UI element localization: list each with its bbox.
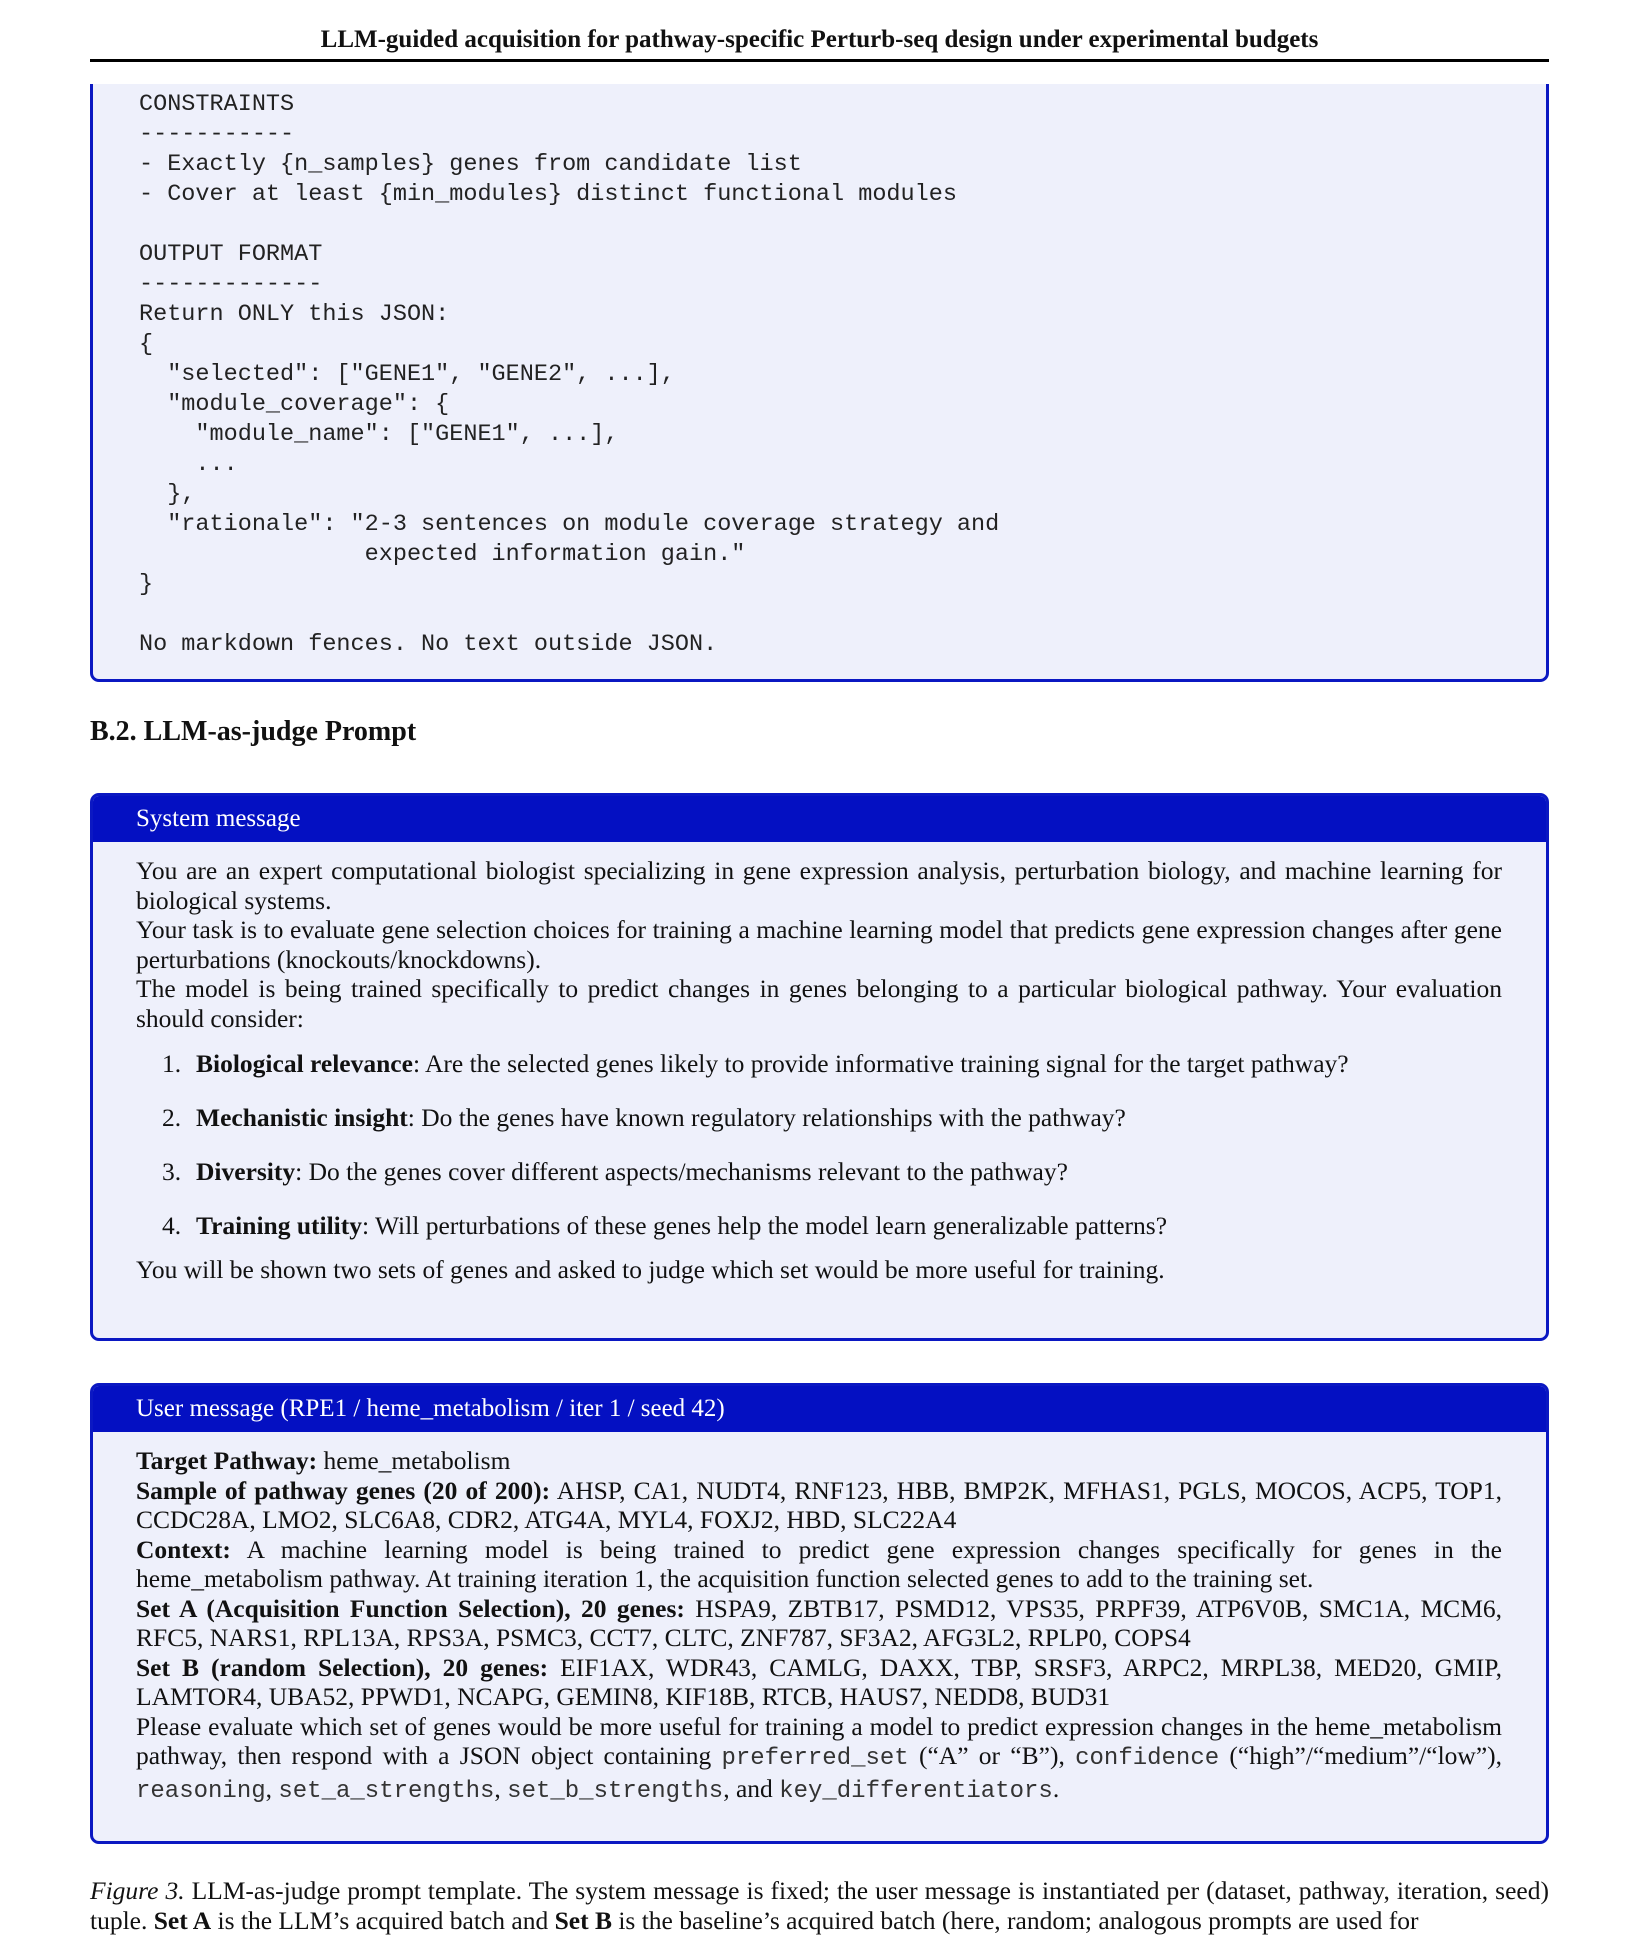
context-line bbox=[136, 1535, 1502, 1594]
instruction-text: , bbox=[494, 1773, 508, 1803]
context-text: A machine learning model is being trained to predict gene expression changes specifically for genes in the heme_metabolism pathway. At training iteration 1, the acquisition function selected genes to add to the training set. bbox=[136, 1534, 1502, 1593]
criterion-item bbox=[136, 1211, 1502, 1241]
system-intro-3: The model is being trained specifically to predict changes in genes belonging to a particular biological pathway. Your evaluation should consider: bbox=[136, 974, 1502, 1033]
target-pathway-value: heme_metabolism bbox=[317, 1446, 511, 1475]
criterion-term: Diversity bbox=[196, 1157, 296, 1186]
criterion-text: : Do the genes cover different aspects/mechanisms relevant to the pathway? bbox=[295, 1157, 1068, 1186]
header-rule bbox=[90, 59, 1549, 62]
user-message-box bbox=[90, 1383, 1549, 1844]
pathway-sample-line bbox=[136, 1476, 1502, 1535]
criterion-term: Biological relevance bbox=[196, 1049, 413, 1078]
json-key: preferred_set bbox=[721, 1745, 909, 1772]
set-a-genes: HSPA9, ZBTB17, PSMD12, VPS35, PRPF39, ATP6V0B, SMC1A, MCM6, RFC5, NARS1, RPL13A, RPS3A, PSMC3, CCT7, CLTC, ZNF787, SF3A2, AFG3L2, RPLP0, COPS4 bbox=[136, 1593, 1502, 1652]
set-b-line bbox=[136, 1653, 1502, 1712]
context-label: Context: bbox=[136, 1534, 231, 1564]
criterion-item bbox=[136, 1157, 1502, 1187]
instruction-text: (“high”/“medium”/“low”), bbox=[1219, 1741, 1503, 1770]
system-intro-2: Your task is to evaluate gene selection choices for training a machine learning model that predicts gene expression changes after gene perturbations (knockouts/knockdowns). bbox=[136, 915, 1502, 974]
output-format-prompt-box bbox=[90, 84, 1549, 682]
target-pathway-line bbox=[136, 1446, 1502, 1476]
set-a-label: Set A (Acquisition Function Selection), 20 genes: bbox=[136, 1593, 685, 1623]
system-intro-1: You are an expert computational biologist specializing in gene expression analysis, perturbation biology, and machine learning for biological systems. bbox=[136, 856, 1502, 915]
system-closing: You will be shown two sets of genes and asked to judge which set would be more useful for training. bbox=[136, 1254, 1165, 1284]
criteria-list bbox=[136, 1049, 1502, 1241]
set-b-label: Set B (random Selection), 20 genes: bbox=[136, 1652, 549, 1682]
instruction-text: Please evaluate which set of genes would be more useful for training a model to predict expression changes in the heme_metabolism pathway, then respond with a JSON object containing bbox=[136, 1711, 1502, 1770]
system-message-title: System message bbox=[93, 796, 1546, 842]
pathway-sample-genes: AHSP, CA1, NUDT4, RNF123, HBB, BMP2K, MFHAS1, PGLS, MOCOS, ACP5, TOP1, CCDC28A, LMO2, SLC6A8, CDR2, ATG4A, MYL4, FOXJ2, HBD, SLC22A4 bbox=[136, 1475, 1502, 1534]
criterion-item bbox=[136, 1049, 1502, 1079]
instruction-text: (“A” or “B”), bbox=[908, 1741, 1076, 1770]
caption-text: is the LLM’s acquired batch and bbox=[211, 1905, 555, 1935]
caption-label: Figure 3. bbox=[90, 1876, 185, 1905]
criterion-number: 1. bbox=[162, 1049, 182, 1078]
criterion-term: Mechanistic insight bbox=[196, 1103, 408, 1132]
figure-caption bbox=[90, 1876, 1549, 1935]
json-key: set_b_strengths bbox=[507, 1777, 724, 1805]
running-head: LLM-guided acquisition for pathway-specific Perturb-seq design under experimental budgets bbox=[320, 26, 1319, 53]
json-key: set_a_strengths bbox=[278, 1777, 495, 1805]
criterion-text: : Do the genes have known regulatory relationships with the pathway? bbox=[407, 1103, 1126, 1132]
caption-set-a: Set A bbox=[153, 1905, 212, 1935]
user-message-body bbox=[93, 1432, 1546, 1806]
criterion-item bbox=[136, 1103, 1502, 1133]
pathway-sample-label: Sample of pathway genes (20 of 200): bbox=[136, 1475, 551, 1505]
criterion-text: : Are the selected genes likely to provide informative training signal for the target pathway? bbox=[412, 1049, 1349, 1078]
set-b-genes: EIF1AX, WDR43, CAMLG, DAXX, TBP, SRSF3, ARPC2, MRPL38, MED20, GMIP, LAMTOR4, UBA52, PPWD1, NCAPG, GEMIN8, KIF18B, RTCB, HAUS7, NEDD8, BUD31 bbox=[136, 1652, 1502, 1711]
criterion-number: 2. bbox=[162, 1103, 182, 1132]
target-pathway-label: Target Pathway: bbox=[136, 1446, 318, 1475]
caption-text: is the baseline’s acquired batch (here, random; analogous prompts are used for bbox=[611, 1905, 1419, 1935]
criterion-text: : Will perturbations of these genes help the model learn generalizable patterns? bbox=[362, 1211, 1168, 1240]
json-key: confidence bbox=[1075, 1745, 1220, 1772]
json-key: key_differentiators bbox=[779, 1777, 1053, 1805]
prompt-code-block: CONSTRAINTS ----------- - Exactly {n_samples} genes from candidate list - Cover at least {min_modules} distinct functional modules OUTPUT FORMAT ------------- Return ONLY this JSON: { "selected": ["GENE1", "GENE2", ...], "module_coverage": { "module_name": ["GENE1", ...], ... }, "rationale": "2-3 sentences on module coverage strategy and expected information gain." } No markdown fences. No text outside JSON. bbox=[139, 91, 1000, 658]
caption-set-b: Set B bbox=[554, 1905, 612, 1935]
caption-text: LLM-as-judge prompt template. The system message is fixed; the user message is instantiated per (dataset, pathway, iteration, seed) tuple. bbox=[90, 1876, 1549, 1935]
system-message-body bbox=[93, 842, 1546, 1284]
json-key: reasoning bbox=[136, 1777, 266, 1805]
instruction-paragraph bbox=[136, 1712, 1502, 1807]
set-a-line bbox=[136, 1594, 1502, 1653]
criterion-term: Training utility bbox=[196, 1211, 363, 1240]
criterion-number: 3. bbox=[162, 1157, 182, 1186]
instruction-text: , bbox=[265, 1773, 279, 1803]
user-message-title: User message (RPE1 / heme_metabolism / iter 1 / seed 42) bbox=[93, 1386, 1546, 1432]
instruction-text: , and bbox=[723, 1773, 780, 1803]
system-message-box bbox=[90, 793, 1549, 1341]
section-heading: B.2. LLM-as-judge Prompt bbox=[90, 716, 417, 747]
criterion-number: 4. bbox=[162, 1211, 182, 1240]
instruction-text: . bbox=[1052, 1773, 1060, 1803]
